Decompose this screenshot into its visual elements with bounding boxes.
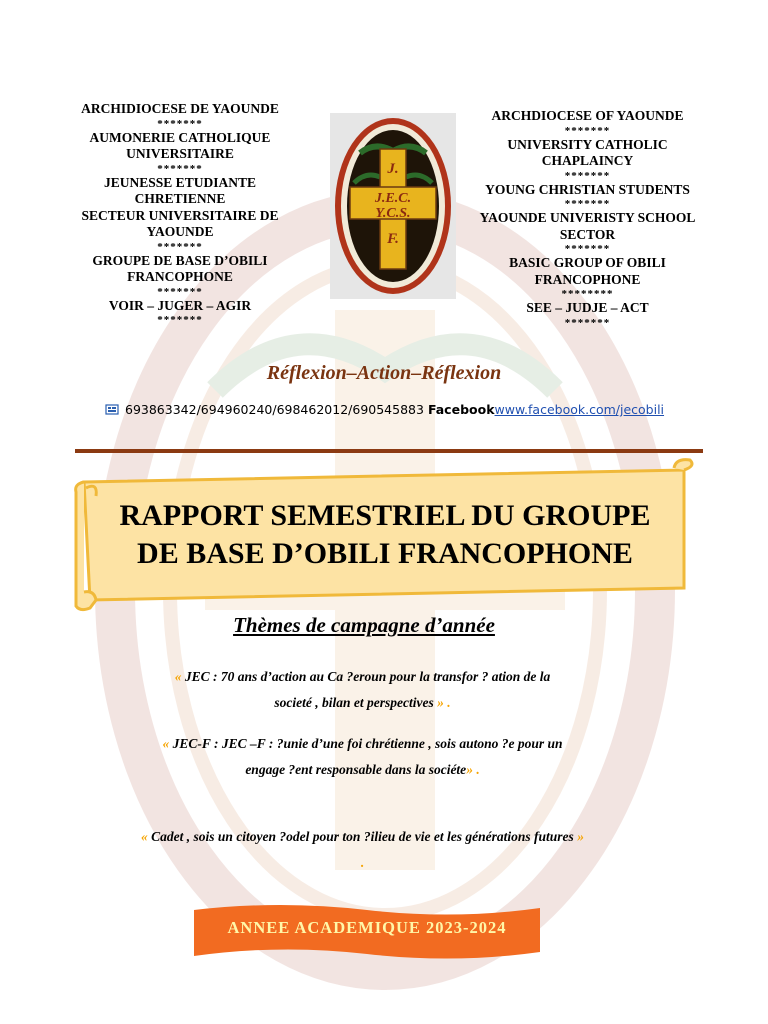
separator: ******* (564, 243, 611, 255)
theme-text: Cadet , sois un citoyen ?odel pour ton ?ilieu de vie et les générations futures (151, 829, 574, 844)
separator: ******* (564, 316, 611, 329)
separator: ******* (157, 285, 203, 298)
header-right-line: YAOUNDE UNIVERISTY SCHOOL SECTOR (479, 210, 696, 242)
header-right-motto: SEE – JUDJE – ACT (526, 300, 649, 315)
quote-close: » . (360, 829, 584, 870)
report-title-line: RAPPORT SEMESTRIEL DU GROUPE (119, 499, 651, 532)
header-left (70, 101, 290, 326)
header-left-line: AUMONERIE CATHOLIQUE UNIVERSITAIRE (89, 129, 271, 161)
contact-line (105, 402, 725, 418)
phone-icon (105, 403, 119, 418)
emblem-letter: Y.C.S. (375, 206, 411, 221)
phone-numbers: 693863342/694960240/698462012/690545883 (125, 402, 424, 417)
header-right (470, 108, 705, 329)
header-right-line: ARCHDIOCESE OF YAOUNDE (491, 108, 684, 123)
header-left-line: JEUNESSE ETUDIANTE CHRETIENNE (104, 174, 256, 206)
header-right-line: YOUNG CHRISTIAN STUDENTS (485, 181, 690, 197)
header-right-line: BASIC GROUP OF OBILI FRANCOPHONE (509, 255, 666, 287)
jec-emblem-icon (330, 113, 456, 299)
emblem-letter: F. (387, 231, 399, 247)
theme-item (140, 824, 585, 876)
quote-close: » . (433, 695, 451, 710)
quote-open: « (141, 829, 152, 844)
theme-item (160, 664, 565, 716)
facebook-link[interactable]: www.facebook.com/jecobili (494, 402, 665, 417)
theme-item (160, 731, 565, 783)
motto: Réflexion–Action–Réflexion (266, 362, 502, 384)
separator: ******* (157, 117, 203, 130)
report-title-line: DE BASE D’OBILI FRANCOPHONE (137, 537, 633, 570)
separator: ******** (561, 288, 614, 300)
emblem-letter: J.E.C. (374, 191, 412, 206)
quote-open: « (174, 669, 185, 684)
facebook-label: Facebook (427, 402, 495, 417)
separator: ******* (564, 198, 611, 210)
separator: ******* (157, 240, 203, 253)
separator: ******* (564, 124, 611, 137)
emblem-letter: J. (387, 161, 399, 177)
header-left-line: GROUPE DE BASE D’OBILI FRANCOPHONE (92, 252, 268, 284)
academic-year: ANNEE ACADEMIQUE 2023-2024 (227, 918, 507, 937)
header-left-motto: VOIR – JUGER – AGIR (108, 297, 252, 313)
report-title (95, 497, 675, 573)
themes-heading: Thèmes de campagne d’année (233, 613, 495, 637)
separator: ******* (157, 162, 203, 175)
logo (330, 113, 456, 299)
separator: ******* (157, 314, 203, 326)
header-left-line: ARCHIDIOCESE DE YAOUNDE (81, 101, 279, 116)
theme-text: JEC-F : JEC –F : ?unie d’une foi chrétienne , sois autono ?e pour un engage ?ent responsable dans la sociéte (172, 736, 563, 777)
header-left-line: SECTEUR UNIVERSITAIRE DE YAOUNDE (81, 207, 279, 239)
quote-open: « (162, 736, 173, 751)
divider (75, 449, 703, 453)
quote-close: » . (466, 762, 480, 777)
header-right-line: UNIVERSITY CATHOLIC CHAPLAINCY (507, 136, 668, 168)
theme-text: JEC : 70 ans d’action au Ca ?eroun pour la transfor ? ation de la societé , bilan et perspectives (184, 669, 551, 710)
separator: ******* (564, 169, 611, 182)
